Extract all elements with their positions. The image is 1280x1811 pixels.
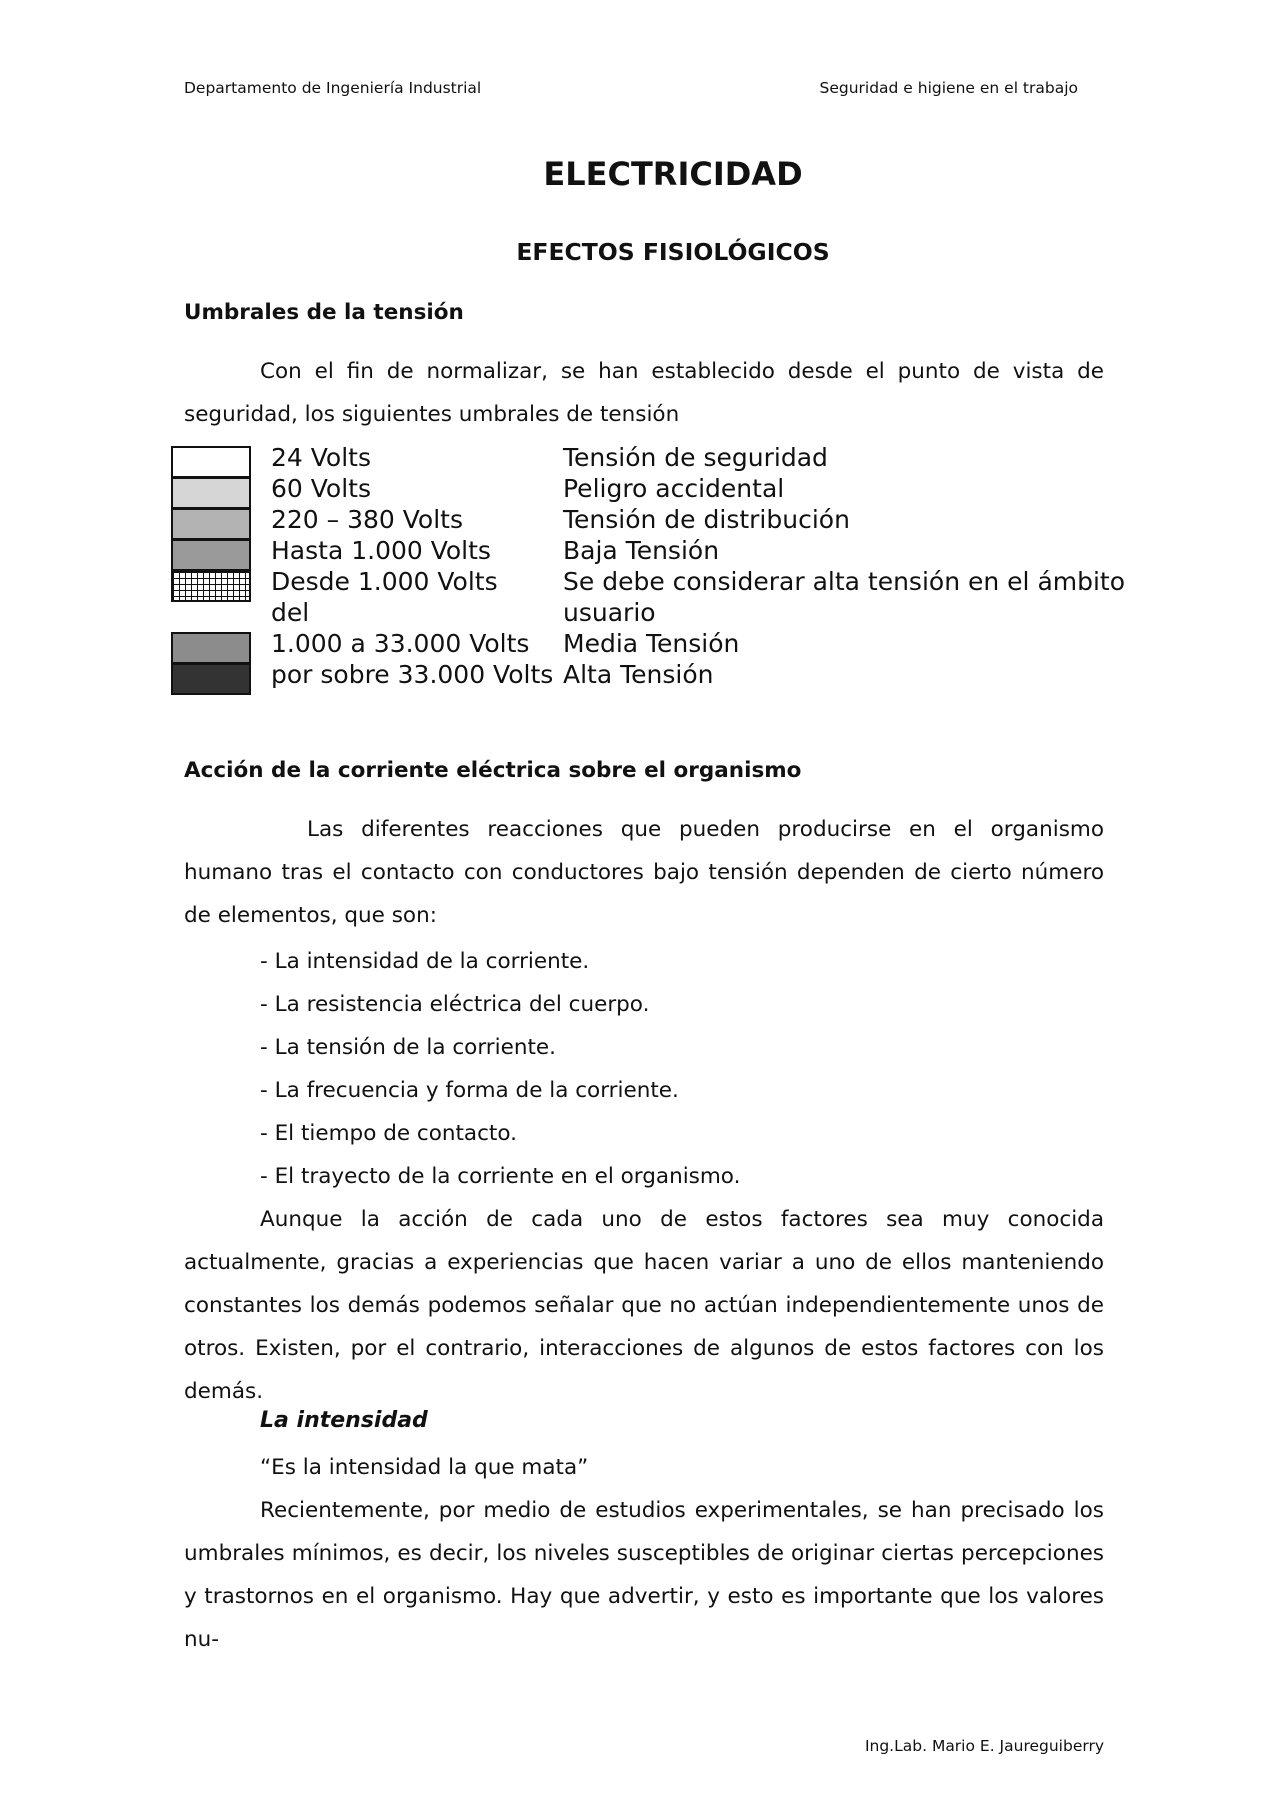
list-item: - El tiempo de contacto. — [260, 1121, 517, 1146]
threshold-voltage: 1.000 a 33.000 Volts — [271, 629, 530, 658]
threshold-description: Baja Tensión — [563, 536, 720, 565]
current-action-intro: Las diferentes reacciones que pueden producirse en el organismo humano tras el contacto con conductores bajo tensión dependen de cierto número de elementos, que son: — [184, 817, 1104, 928]
threshold-swatch — [171, 539, 251, 571]
threshold-voltage: Desde 1.000 Volts — [271, 567, 498, 596]
threshold-swatch — [171, 570, 251, 602]
threshold-description: Media Tensión — [563, 629, 740, 658]
threshold-row — [171, 598, 1091, 632]
threshold-description: usuario — [563, 598, 656, 627]
list-item: - El trayecto de la corriente en el organismo. — [260, 1164, 741, 1189]
intensity-paragraph: Recientemente, por medio de estudios experimentales, se han precisado los umbrales mínimos, es decir, los niveles susceptibles de originar ciertas percepciones y trastornos en el organismo. Hay que advertir, y esto es importante que los valores nu- — [184, 1498, 1104, 1652]
section-heading-current-action: Acción de la corriente eléctrica sobre el organismo — [184, 758, 802, 783]
header-course: Seguridad e higiene en el trabajo — [819, 79, 1078, 97]
threshold-voltage: del — [271, 598, 310, 627]
threshold-voltage: Hasta 1.000 Volts — [271, 536, 491, 565]
current-action-closing: Aunque la acción de cada uno de estos factores sea muy conocida actualmente, gracias a experiencias que hacen variar a uno de ellos manteniendo constantes los demás podemos señalar que no actúan independientemente unos de otros. Existen, por el contrario, interacciones de algunos de estos factores con los demás. — [184, 1207, 1104, 1404]
threshold-description: Se debe considerar alta tensión en el ámbito — [563, 567, 1126, 596]
threshold-row — [171, 505, 1091, 539]
threshold-voltage: por sobre 33.000 Volts — [271, 660, 554, 689]
threshold-row — [171, 474, 1091, 508]
threshold-row — [171, 536, 1091, 570]
thresholds-intro: Con el fin de normalizar, se han establecido desde el punto de vista de seguridad, los siguientes umbrales de tensión — [184, 359, 1104, 427]
threshold-voltage: 220 – 380 Volts — [271, 505, 464, 534]
footer-author: Ing.Lab. Mario E. Jaureguiberry — [864, 1737, 1104, 1755]
threshold-description: Tensión de distribución — [563, 505, 850, 534]
threshold-description: Alta Tensión — [563, 660, 714, 689]
threshold-row — [171, 629, 1091, 663]
section-heading-intensity: La intensidad — [260, 1408, 428, 1433]
list-item: - La tensión de la corriente. — [260, 1035, 556, 1060]
threshold-voltage: 24 Volts — [271, 443, 371, 472]
threshold-swatch — [171, 632, 251, 664]
threshold-swatch — [171, 446, 251, 478]
threshold-description: Peligro accidental — [563, 474, 785, 503]
threshold-swatch — [171, 508, 251, 540]
threshold-row — [171, 567, 1126, 601]
list-item: - La frecuencia y forma de la corriente. — [260, 1078, 679, 1103]
section-heading-thresholds: Umbrales de la tensión — [184, 300, 464, 325]
list-item: - La intensidad de la corriente. — [260, 949, 590, 974]
threshold-voltage: 60 Volts — [271, 474, 371, 503]
threshold-description: Tensión de seguridad — [563, 443, 828, 472]
page-title: ELECTRICIDAD — [543, 155, 803, 193]
threshold-swatch — [171, 663, 251, 695]
threshold-row — [171, 660, 1091, 694]
threshold-swatch — [171, 477, 251, 509]
list-item: - La resistencia eléctrica del cuerpo. — [260, 992, 650, 1017]
threshold-row — [171, 443, 1091, 477]
header-department: Departamento de Ingeniería Industrial — [184, 79, 482, 97]
page-subtitle: EFECTOS FISIOLÓGICOS — [516, 238, 830, 266]
intensity-quote: “Es la intensidad la que mata” — [260, 1455, 589, 1480]
